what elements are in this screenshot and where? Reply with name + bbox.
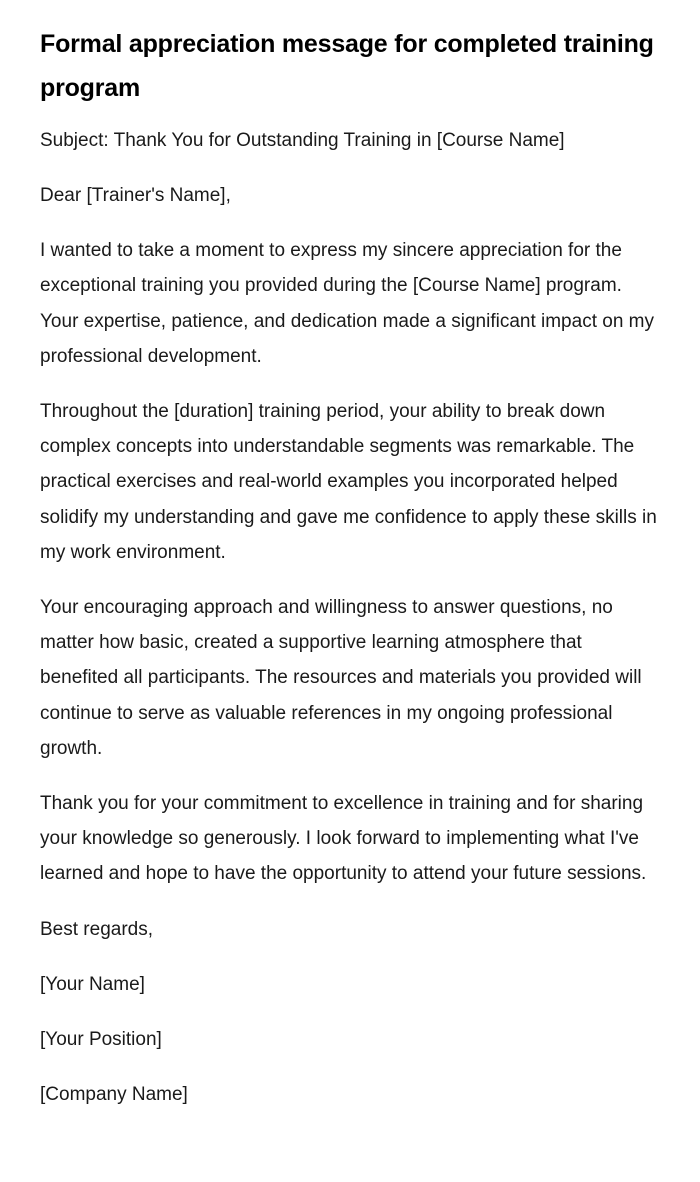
greeting: Dear [Trainer's Name], [40, 185, 231, 206]
body-paragraph-1: I wanted to take a moment to express my sincere appreciation for the exceptional training you provided during the [Course Name] program. Your expertise, patience, and dedication made a significant impact on my professional development. [40, 240, 654, 367]
body-paragraph-4: Thank you for your commitment to excellence in training and for sharing your knowledge so generously. I look forward to implementing what I've learned and hope to have the opportunity to attend your future sessions. [40, 793, 647, 885]
signature-position: [Your Position] [40, 1029, 162, 1051]
signature-name: [Your Name] [40, 973, 145, 995]
body-paragraph-3: Your encouraging approach and willingness to answer questions, no matter how basic, created a supportive learning atmosphere that benefited all participants. The resources and materials you provided will continue to serve as valuable references in my ongoing professional growth. [40, 597, 642, 759]
subject-line: Subject: Thank You for Outstanding Training in [Course Name] [40, 130, 565, 151]
closing: Best regards, [40, 918, 153, 940]
signature-company: [Company Name] [40, 1084, 188, 1106]
page-title: Formal appreciation message for completed training program [40, 30, 654, 102]
body-paragraph-2: Throughout the [duration] training period, your ability to break down complex concepts into understandable segments was remarkable. The practical exercises and real-world examples you incorporated helped solidify my understanding and gave me confidence to apply these skills in my work environment. [40, 401, 657, 563]
